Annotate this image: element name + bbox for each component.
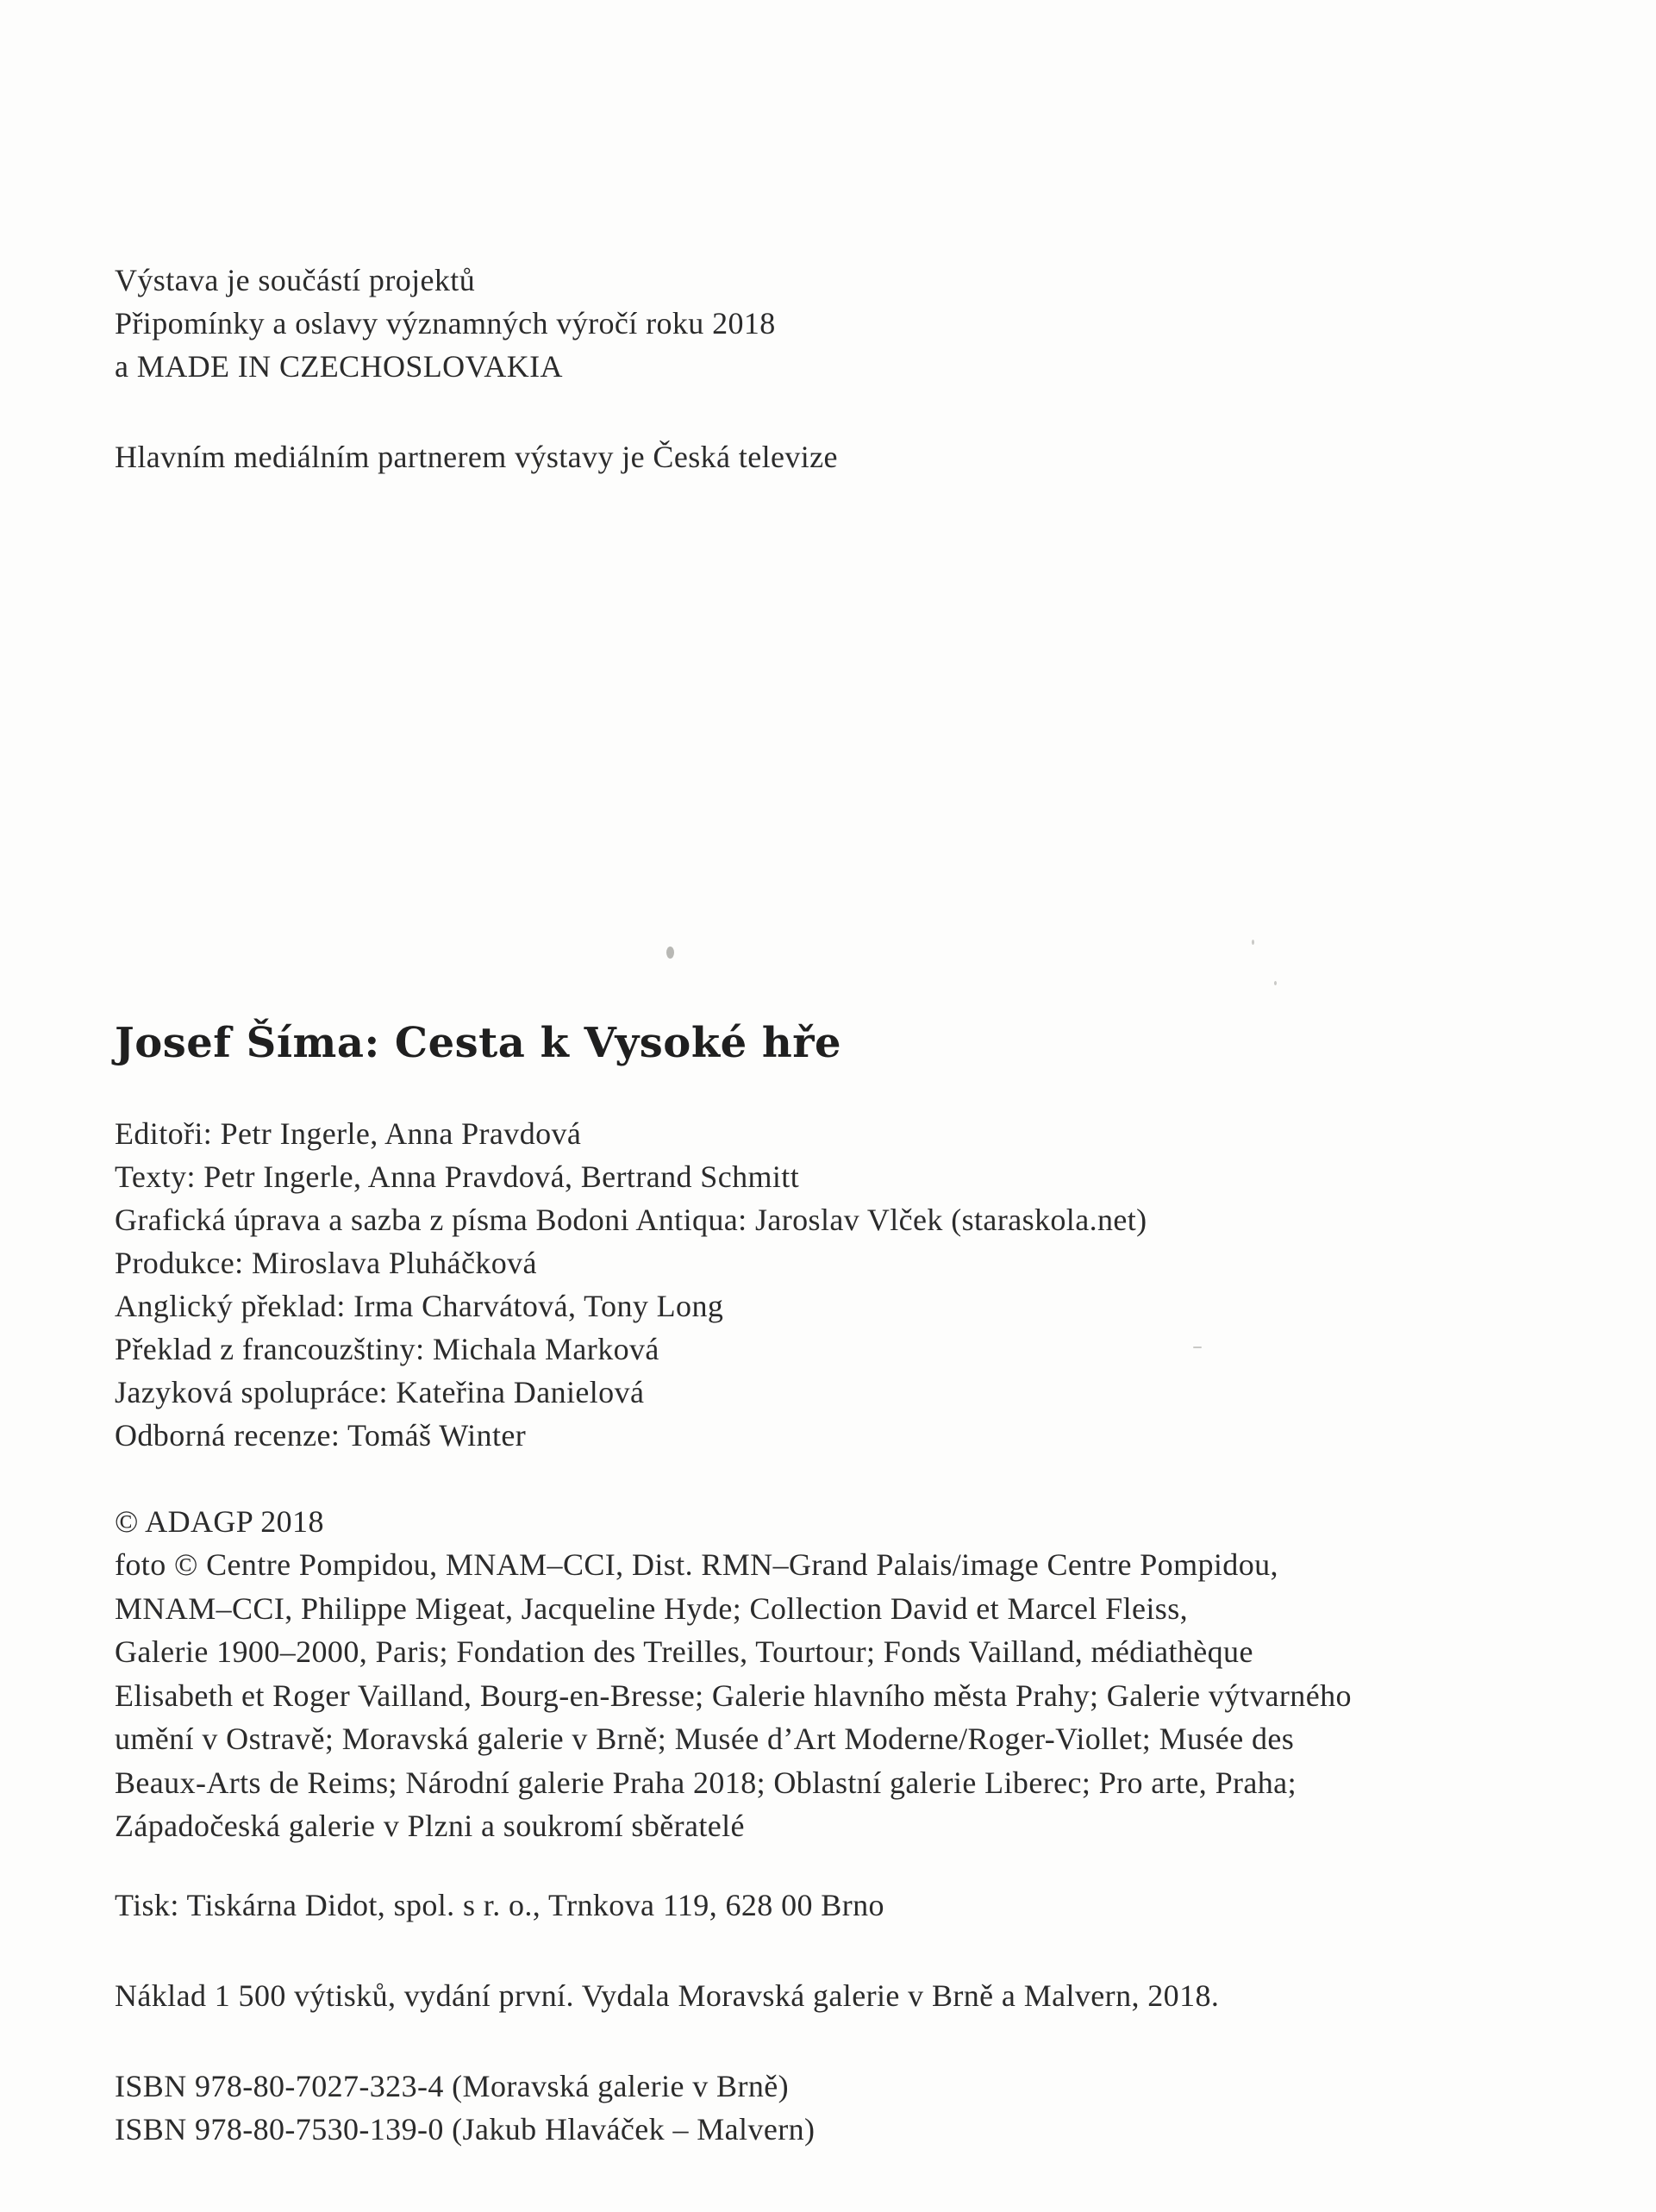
scan-speck	[1193, 1347, 1202, 1348]
photo-credit-line: Galerie 1900–2000, Paris; Fondation des Treilles, Tourtour; Fonds Vailland, médiathèque	[115, 1634, 1253, 1669]
credit-line: Texty: Petr Ingerle, Anna Pravdová, Bertrand Schmitt	[115, 1159, 800, 1194]
photo-credit-line: Beaux-Arts de Reims; Národní galerie Praha 2018; Oblastní galerie Liberec; Pro arte, Praha;	[115, 1765, 1297, 1800]
photo-credit-line: Západočeská galerie v Plzni a soukromí sběratelé	[115, 1809, 745, 1843]
scan-speck	[1252, 940, 1254, 945]
edition-text: Náklad 1 500 výtisků, vydání první. Vydala Moravská galerie v Brně a Malvern, 2018.	[115, 1978, 1220, 2013]
project-note-line: Připomínky a oslavy významných výročí roku 2018	[115, 306, 776, 341]
book-title-block	[115, 1017, 1580, 1069]
project-note-line: a MADE IN CZECHOSLOVAKIA	[115, 349, 563, 384]
adagp-copyright: © ADAGP 2018	[115, 1504, 324, 1539]
media-partner-text: Hlavním mediálním partnerem výstavy je Česká televize	[115, 440, 838, 474]
credit-line: Překlad z francouzštiny: Michala Marková	[115, 1332, 659, 1366]
scan-speck	[666, 947, 674, 959]
credit-line: Editoři: Petr Ingerle, Anna Pravdová	[115, 1116, 582, 1151]
scan-speck	[1274, 981, 1277, 985]
credit-line: Anglický překlad: Irma Charvátová, Tony Long	[115, 1289, 724, 1323]
media-partner-note	[115, 435, 1580, 478]
photo-credit-line: umění v Ostravě; Moravská galerie v Brně; Musée d’Art Moderne/Roger-Viollet; Musée des	[115, 1721, 1295, 1756]
isbn-line: ISBN 978-80-7027-323-4 (Moravská galerie v Brně)	[115, 2069, 790, 2103]
isbn-block	[115, 2065, 1580, 2151]
copyright-block	[115, 1500, 1580, 1848]
credits-list	[115, 1112, 1580, 1457]
printer-text: Tisk: Tiskárna Didot, spol. s r. o., Trnkova 119, 628 00 Brno	[115, 1888, 884, 1922]
project-note-line: Výstava je součástí projektů	[115, 263, 476, 297]
book-title: Josef Šíma: Cesta k Vysoké hře	[115, 1019, 842, 1067]
credit-line: Grafická úprava a sazba z písma Bodoni Antiqua: Jaroslav Vlček (staraskola.net)	[115, 1203, 1147, 1237]
photo-credit-line: MNAM–CCI, Philippe Migeat, Jacqueline Hyde; Collection David et Marcel Fleiss,	[115, 1590, 1189, 1626]
photo-credit-line: Elisabeth et Roger Vailland, Bourg-en-Bresse; Galerie hlavního města Prahy; Galerie výtvarného	[115, 1678, 1352, 1713]
edition-info	[115, 1974, 1580, 2017]
printer-info	[115, 1884, 1580, 1927]
credit-line: Produkce: Miroslava Pluháčková	[115, 1246, 537, 1280]
project-note	[115, 259, 1580, 388]
credit-line: Jazyková spolupráce: Kateřina Danielová	[115, 1375, 645, 1409]
isbn-line: ISBN 978-80-7530-139-0 (Jakub Hlaváček – Malvern)	[115, 2112, 816, 2146]
credit-line: Odborná recenze: Tomáš Winter	[115, 1418, 527, 1453]
photo-credit-line: foto © Centre Pompidou, MNAM–CCI, Dist. RMN–Grand Palais/image Centre Pompidou,	[115, 1547, 1278, 1582]
